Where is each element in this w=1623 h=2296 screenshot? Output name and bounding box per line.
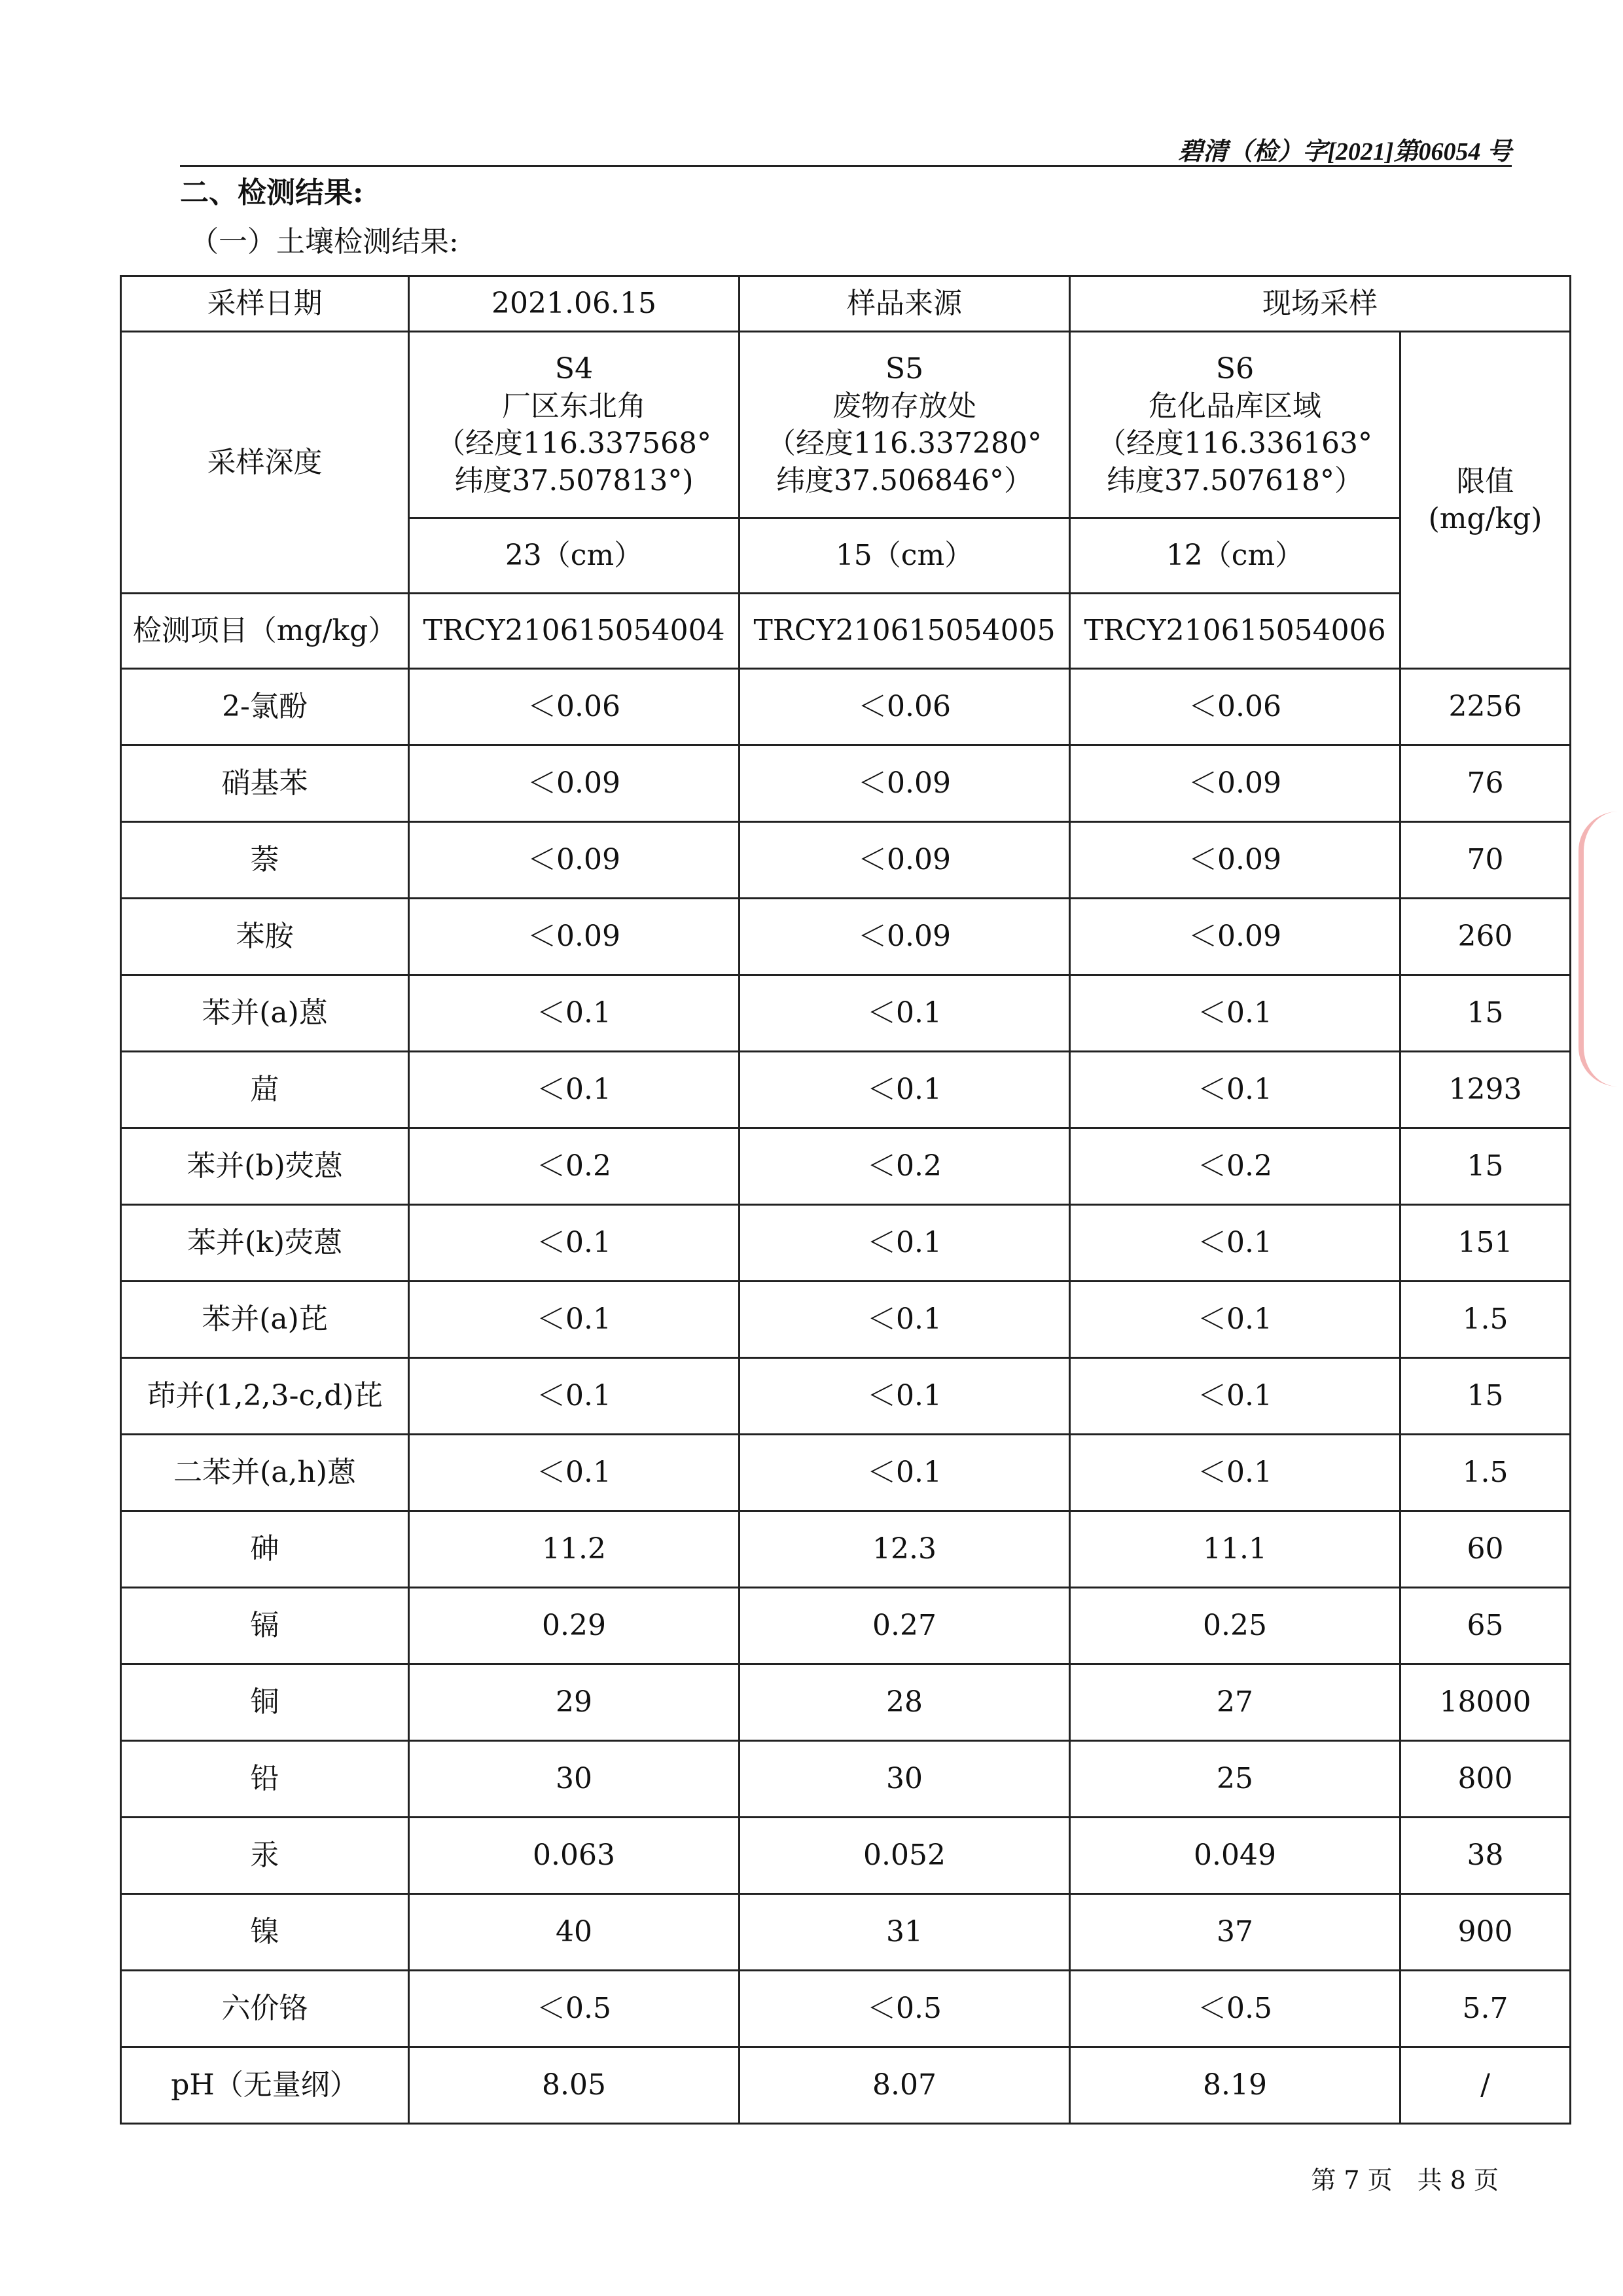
item-name: 砷 xyxy=(121,1511,409,1588)
result-value: ＜0.09 xyxy=(1070,745,1400,822)
limit-value: 800 xyxy=(1400,1741,1571,1818)
result-value: 31 xyxy=(740,1894,1070,1971)
site-name: 危化品库区域 xyxy=(1149,389,1321,423)
limit-value: 60 xyxy=(1400,1511,1571,1588)
site-s4 xyxy=(409,332,740,518)
result-value: 0.063 xyxy=(409,1818,740,1894)
result-value: 0.27 xyxy=(740,1588,1070,1664)
limit-value: 1.5 xyxy=(1400,1282,1571,1358)
result-value: 12.3 xyxy=(740,1511,1070,1588)
limit-value: / xyxy=(1400,2047,1571,2124)
result-value: ＜0.1 xyxy=(740,975,1070,1052)
result-value: 0.29 xyxy=(409,1588,740,1664)
result-value: 37 xyxy=(1070,1894,1400,1971)
result-value: ＜0.1 xyxy=(409,1052,740,1128)
table-row xyxy=(121,1511,1571,1588)
result-value: 30 xyxy=(409,1741,740,1818)
item-name: 䓛 xyxy=(121,1052,409,1128)
site-id: S5 xyxy=(885,351,924,386)
result-value: 8.07 xyxy=(740,2047,1070,2124)
result-value: ＜0.1 xyxy=(1070,1435,1400,1511)
limit-value: 65 xyxy=(1400,1588,1571,1664)
depth-s5: 15（cm） xyxy=(740,518,1070,594)
table-row xyxy=(121,1435,1571,1511)
table-row xyxy=(121,1741,1571,1818)
depth-s4: 23（cm） xyxy=(409,518,740,594)
item-name: 茚并(1,2,3-c,d)芘 xyxy=(121,1358,409,1435)
soil-results-table xyxy=(120,275,1571,2125)
limit-value: 15 xyxy=(1400,1358,1571,1435)
site-name: 废物存放处 xyxy=(832,389,976,423)
item-name: 镉 xyxy=(121,1588,409,1664)
item-name: 萘 xyxy=(121,822,409,899)
result-value: ＜0.1 xyxy=(409,975,740,1052)
result-value: ＜0.5 xyxy=(740,1971,1070,2047)
result-value: ＜0.1 xyxy=(409,1358,740,1435)
table-row xyxy=(121,1052,1571,1128)
item-name: 镍 xyxy=(121,1894,409,1971)
table-row xyxy=(121,822,1571,899)
table-row xyxy=(121,899,1571,975)
limit-label: 限值 xyxy=(1456,464,1514,498)
result-value: 29 xyxy=(409,1664,740,1741)
page-number: 第 7 页 共 8 页 xyxy=(1311,2166,1499,2195)
item-name: 铅 xyxy=(121,1741,409,1818)
result-value: ＜0.09 xyxy=(740,822,1070,899)
result-value: ＜0.1 xyxy=(409,1435,740,1511)
result-value: ＜0.1 xyxy=(1070,1205,1400,1282)
result-value: ＜0.1 xyxy=(740,1052,1070,1128)
depth-s6: 12（cm） xyxy=(1070,518,1400,594)
item-name: 汞 xyxy=(121,1818,409,1894)
table-row xyxy=(121,1205,1571,1282)
item-name: 铜 xyxy=(121,1664,409,1741)
item-name: pH（无量纲） xyxy=(121,2047,409,2124)
result-value: ＜0.09 xyxy=(1070,822,1400,899)
result-value: 8.05 xyxy=(409,2047,740,2124)
limit-value: 1293 xyxy=(1400,1052,1571,1128)
table-row xyxy=(121,1128,1571,1205)
result-value: 11.2 xyxy=(409,1511,740,1588)
item-name: 硝基苯 xyxy=(121,745,409,822)
item-name: 二苯并(a,h)蒽 xyxy=(121,1435,409,1511)
limit-value: 151 xyxy=(1400,1205,1571,1282)
table-row xyxy=(121,669,1571,745)
result-value: 11.1 xyxy=(1070,1511,1400,1588)
result-value: 0.052 xyxy=(740,1818,1070,1894)
limit-value: 76 xyxy=(1400,745,1571,822)
item-name: 苯胺 xyxy=(121,899,409,975)
limit-value: 18000 xyxy=(1400,1664,1571,1741)
limit-header xyxy=(1400,332,1571,669)
table-row xyxy=(121,1894,1571,1971)
red-seal-stamp xyxy=(1578,812,1623,1086)
table-row xyxy=(121,1664,1571,1741)
limit-value: 38 xyxy=(1400,1818,1571,1894)
result-value: ＜0.09 xyxy=(409,899,740,975)
item-name: 六价铬 xyxy=(121,1971,409,2047)
limit-value: 2256 xyxy=(1400,669,1571,745)
sample-code-row xyxy=(121,594,1571,669)
result-value: ＜0.2 xyxy=(409,1128,740,1205)
result-value: ＜0.06 xyxy=(1070,669,1400,745)
result-value: ＜0.1 xyxy=(740,1205,1070,1282)
sample-source-value: 现场采样 xyxy=(1070,276,1571,332)
limit-unit: (mg/kg) xyxy=(1428,502,1543,535)
code-s4: TRCY210615054004 xyxy=(409,594,740,669)
table-row xyxy=(121,1358,1571,1435)
result-value: 27 xyxy=(1070,1664,1400,1741)
code-s5: TRCY210615054005 xyxy=(740,594,1070,669)
result-value: 25 xyxy=(1070,1741,1400,1818)
result-value: ＜0.1 xyxy=(740,1282,1070,1358)
result-value: ＜0.1 xyxy=(1070,975,1400,1052)
result-value: 30 xyxy=(740,1741,1070,1818)
item-name: 苯并(b)荧蒽 xyxy=(121,1128,409,1205)
result-value: 0.049 xyxy=(1070,1818,1400,1894)
result-value: 8.19 xyxy=(1070,2047,1400,2124)
result-value: ＜0.2 xyxy=(740,1128,1070,1205)
site-lon: （经度116.336163° xyxy=(1097,427,1372,460)
site-id: S4 xyxy=(554,351,594,386)
result-value: ＜0.09 xyxy=(1070,899,1400,975)
depth-label: 采样深度 xyxy=(121,332,409,594)
section-title: 二、检测结果: xyxy=(180,176,364,209)
result-value: 40 xyxy=(409,1894,740,1971)
result-value: ＜0.1 xyxy=(409,1205,740,1282)
table-row xyxy=(121,745,1571,822)
table-row xyxy=(121,1588,1571,1664)
limit-value: 5.7 xyxy=(1400,1971,1571,2047)
item-name: 苯并(k)荧蒽 xyxy=(121,1205,409,1282)
result-value: ＜0.1 xyxy=(409,1282,740,1358)
result-value: 0.25 xyxy=(1070,1588,1400,1664)
site-lat: 纬度37.506846°） xyxy=(776,464,1033,498)
item-name: 2-氯酚 xyxy=(121,669,409,745)
result-value: ＜0.1 xyxy=(1070,1358,1400,1435)
table-row xyxy=(121,1282,1571,1358)
table-row xyxy=(121,975,1571,1052)
result-value: ＜0.1 xyxy=(740,1435,1070,1511)
sampling-date-row xyxy=(121,276,1571,332)
site-lon: （经度116.337280° xyxy=(767,427,1042,460)
limit-value: 15 xyxy=(1400,1128,1571,1205)
result-value: ＜0.2 xyxy=(1070,1128,1400,1205)
result-value: ＜0.1 xyxy=(740,1358,1070,1435)
result-value: ＜0.1 xyxy=(1070,1282,1400,1358)
header-rule xyxy=(180,165,1512,167)
limit-value: 900 xyxy=(1400,1894,1571,1971)
site-s6 xyxy=(1070,332,1400,518)
result-value: ＜0.1 xyxy=(1070,1052,1400,1128)
sampling-date-label: 采样日期 xyxy=(121,276,409,332)
item-name: 苯并(a)蒽 xyxy=(121,975,409,1052)
result-value: ＜0.5 xyxy=(1070,1971,1400,2047)
limit-value: 15 xyxy=(1400,975,1571,1052)
result-value: ＜0.09 xyxy=(740,745,1070,822)
limit-value: 70 xyxy=(1400,822,1571,899)
sub-title: （一）土壤检测结果: xyxy=(190,225,459,259)
site-lat: 纬度37.507813°) xyxy=(454,464,694,498)
result-value: ＜0.09 xyxy=(409,822,740,899)
table-row xyxy=(121,1818,1571,1894)
site-id: S6 xyxy=(1215,351,1255,386)
item-name: 苯并(a)芘 xyxy=(121,1282,409,1358)
result-value: ＜0.5 xyxy=(409,1971,740,2047)
site-row xyxy=(121,332,1571,518)
table-row xyxy=(121,1971,1571,2047)
result-value: ＜0.09 xyxy=(740,899,1070,975)
limit-value: 260 xyxy=(1400,899,1571,975)
site-lon: （经度116.337568° xyxy=(437,427,711,460)
code-s6: TRCY210615054006 xyxy=(1070,594,1400,669)
limit-value: 1.5 xyxy=(1400,1435,1571,1511)
report-code: 碧清（检）字[2021]第06054 号 xyxy=(1178,138,1512,166)
site-lat: 纬度37.507618°） xyxy=(1107,464,1363,498)
result-value: 28 xyxy=(740,1664,1070,1741)
item-label: 检测项目（mg/kg） xyxy=(121,594,409,669)
sampling-date-value: 2021.06.15 xyxy=(409,276,740,332)
table-row xyxy=(121,2047,1571,2124)
site-name: 厂区东北角 xyxy=(502,389,646,423)
result-value: ＜0.06 xyxy=(409,669,740,745)
result-value: ＜0.09 xyxy=(409,745,740,822)
site-s5 xyxy=(740,332,1070,518)
sample-source-label: 样品来源 xyxy=(740,276,1070,332)
result-value: ＜0.06 xyxy=(740,669,1070,745)
